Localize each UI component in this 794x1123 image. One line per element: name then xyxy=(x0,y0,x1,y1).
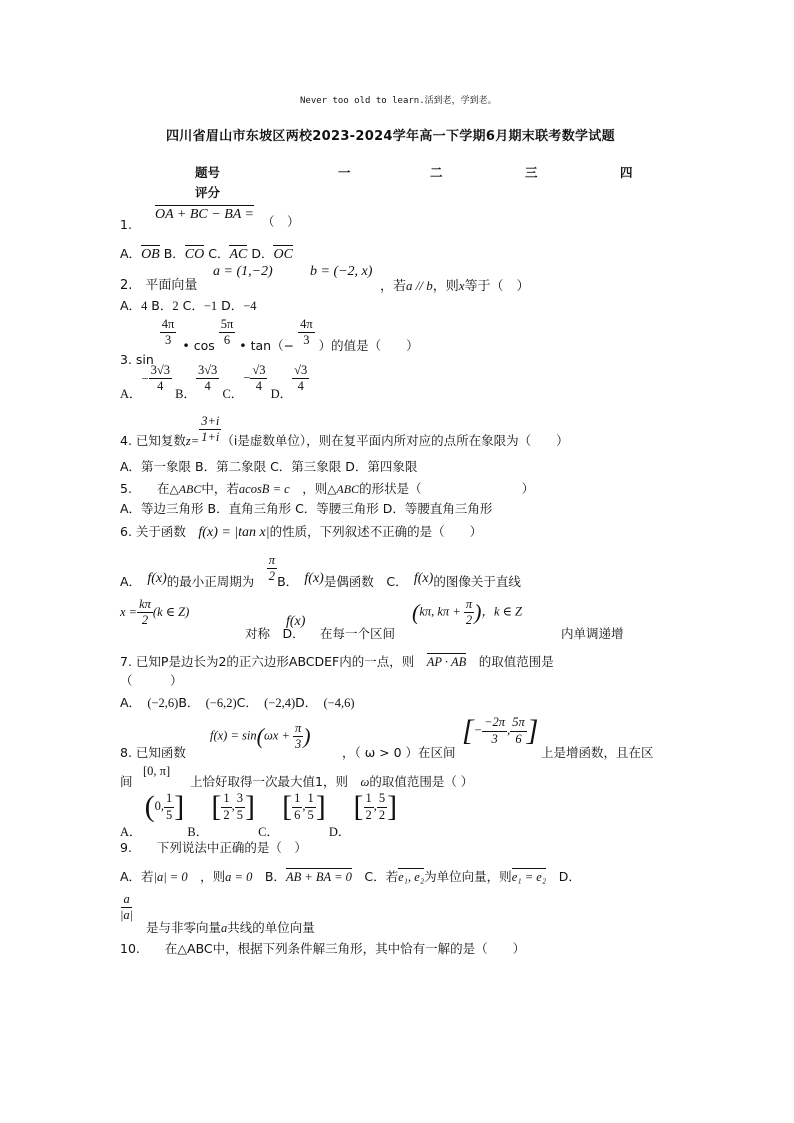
q8-interval: [− $\frac{-2\pi}{3}$ , $\frac{5\pi}{6}$ ] xyxy=(462,714,539,747)
q4-options: A．第一象限 B．第二象限 C．第三象限 D．第四象限 xyxy=(120,459,418,474)
q7-blank: （ ） xyxy=(120,673,183,688)
q2-vector-a: a = (1,−2) xyxy=(213,264,273,279)
q2-stem: 2. 平面向量 xyxy=(120,278,198,293)
q9-options-line1: A．若|a| = 0 ，则a = 0 B．AB + BA = 0 C．若e₁, e₂为单位向量，则e₁ = e₂ D． xyxy=(120,869,581,884)
q7-options: A． (−2,6)B． (−6,2)C． (−2,4)D． (−4,6) xyxy=(120,695,355,710)
score-col-2: 二 xyxy=(430,165,443,180)
score-col-1: 一 xyxy=(338,165,351,180)
q5-options: A．等边三角形 B．直角三角形 C．等腰三角形 D．等腰直角三角形 xyxy=(120,501,493,516)
q6-stem: 6. 关于函数 f(x) = |tan x|的性质，下列叙述不正确的是（ ） xyxy=(120,524,483,540)
motto: Never too old to learn.活到老，学到老。 xyxy=(300,96,497,106)
q9-D-frac: $\frac{a}{|a|}$ xyxy=(120,892,134,923)
q6-D-text: 在每一个区间 xyxy=(320,626,396,641)
q10-stem: 10. 在△ABC中，根据下列条件解三角形，其中恰有一解的是（ ） xyxy=(120,941,526,956)
score-col-label: 题号 xyxy=(195,165,221,180)
q8-t3: 上恰好取得一次最大值1，则 ω的取值范围是（ ） xyxy=(190,774,474,789)
q8-interval2: [0, π] xyxy=(143,764,171,778)
q1-number: 1. xyxy=(120,217,132,232)
q6-sym: 对称 D． xyxy=(245,626,305,641)
q7-stem: 7. 已知P是边长为2的正六边形ABCDEF内的一点，则 AP · AB 的取值范围是 xyxy=(120,654,554,669)
q8-t2: 间 xyxy=(120,774,133,789)
q9-D-text: 是与非零向量a共线的单位向量 xyxy=(146,920,315,935)
q2-cond: ，若a // b，则x等于（ ） xyxy=(380,278,530,294)
q9-stem: 9. 下列说法中正确的是（ ） xyxy=(120,840,307,855)
q6-D-tail: 内单调递增 xyxy=(561,626,624,641)
q1-expression: OA + BC − BA = xyxy=(155,207,254,222)
q2-vector-b: b = (−2, x) xyxy=(310,264,373,279)
q2-options: A．4 B．2 C．−1 D．−4 xyxy=(120,298,257,313)
score-col-4: 四 xyxy=(620,165,633,180)
q8-cond: ，（ ω > 0 ）在区间 xyxy=(342,745,456,760)
q3-options: A．− $\frac{3√3}{4}$ B． $\frac{3√3}{4}$ C．− $\frac{√3}{4}$ D． $\frac{√3}{4}$ xyxy=(120,363,308,401)
page-title: 四川省眉山市东坡区两校2023-2024学年高一下学期6月期末联考数学试题 xyxy=(166,129,615,144)
score-col-3: 三 xyxy=(525,165,538,180)
score-row-label: 评分 xyxy=(195,185,221,200)
q6-D-fx: f(x) xyxy=(286,614,306,629)
q8-function: f(x) = sin(ωx + $\frac{\pi}{3}$ ) xyxy=(210,721,311,752)
q6-D-interval: (kπ, kπ + $\frac{\pi}{2}$ )，k ∈ Z xyxy=(412,597,522,628)
q4-stem: 4. 已知复数z= $\frac{3+i}{1+i}$ （i是虚数单位），则在复平面内所对应的点所在象限为（ ） xyxy=(120,414,569,449)
q8-label: 8. 已知函数 xyxy=(120,745,186,760)
q8-options: A． (0, $\frac{1}{5}$ ] B． [ $\frac{1}{2}$ , $\frac{3}{5}$ ] C． [ $\frac{1}{6}$ , $\frac{1}{5}$ ] D． [ $\frac{1}{2}$ , $\frac{5}{2}$ ] xyxy=(120,790,398,839)
q5-stem: 5. 在△ABC中，若acosB = c ，则△ABC的形状是（ ） xyxy=(120,481,535,496)
q6-options-line1: A． f(x)的最小正周期为 $\frac{\pi}{2}$ B． f(x)是偶函数 C． f(x)的图像关于直线 xyxy=(120,553,521,590)
q3-stem: 3. sin $\frac{4\pi}{3}$ • cos $\frac{5\pi}{6}$ • tan（− $\frac{4\pi}{3}$ ）的值是（ ） xyxy=(120,317,419,368)
q1-blank: （ ） xyxy=(262,214,300,229)
q6-options-line2: x = $\frac{k\pi}{2}$ (k ∈ Z) xyxy=(120,597,190,628)
q1-options: A．OB B．CO C．AC D．OC xyxy=(120,246,293,262)
q8-t1: 上是增函数，且在区 xyxy=(541,745,654,760)
